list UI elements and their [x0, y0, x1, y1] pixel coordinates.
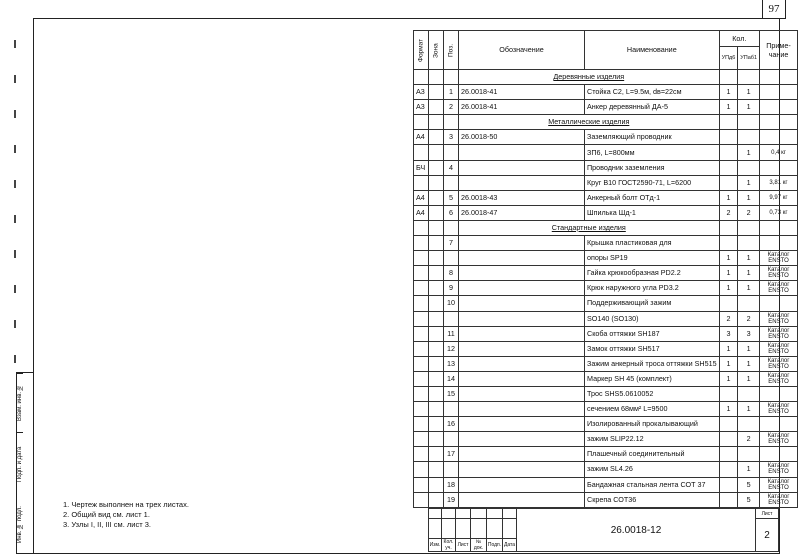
cell-note: 0,73 кг — [760, 205, 798, 220]
cell-note: Каталог ENSTO — [760, 371, 798, 386]
cell-qty-2: 1 — [738, 100, 760, 115]
cell-zone — [429, 175, 444, 190]
cell-position — [444, 402, 459, 417]
cell-note: 3,81 кг — [760, 175, 798, 190]
cell-note: Каталог ENSTO — [760, 477, 798, 492]
cell-qty-2 — [738, 417, 760, 432]
cell-format — [414, 447, 429, 462]
cell-name: Замок оттяжки SH517 — [585, 341, 720, 356]
cell-name: Заземляющий проводник — [585, 130, 720, 145]
cell-name: Плашечный соединительный — [585, 447, 720, 462]
header-qty-sub2: УПаб1 — [738, 47, 760, 70]
spec-row — [414, 236, 798, 251]
cell-name: Стойка С2, L=9.5м, dв=22см — [585, 85, 720, 100]
section-title: Деревянные изделия — [459, 70, 720, 85]
spec-row — [414, 417, 798, 432]
cell-position: 8 — [444, 266, 459, 281]
header-zone: Зона — [429, 31, 444, 70]
strip-inv-number: Инв. № подл. — [17, 506, 23, 544]
cell-qty-2 — [738, 447, 760, 462]
specification-table — [413, 30, 798, 508]
cell-position: 9 — [444, 281, 459, 296]
cell-zone — [429, 326, 444, 341]
note-3: 3. Узлы I, II, III см. лист 3. — [63, 520, 151, 529]
cell-qty-1: 3 — [719, 326, 738, 341]
cell-qty-2: 1 — [738, 266, 760, 281]
cell-zone — [429, 386, 444, 401]
cell-designation — [459, 447, 585, 462]
cell-qty-1: 1 — [719, 341, 738, 356]
header-designation: Обозначение — [459, 31, 585, 70]
cell-designation — [459, 462, 585, 477]
spec-row — [414, 100, 798, 115]
stamp-col-sign: Подп. — [487, 539, 503, 552]
section-title: Металлические изделия — [459, 115, 720, 130]
cell-qty-2: 1 — [738, 190, 760, 205]
cell-zone — [429, 447, 444, 462]
cell-designation — [459, 311, 585, 326]
cell-name: Трос SHS5.0610052 — [585, 386, 720, 401]
cell-designation — [459, 160, 585, 175]
spec-row — [414, 356, 798, 371]
cell-position: 10 — [444, 296, 459, 311]
cell-designation — [459, 326, 585, 341]
cell-format — [414, 251, 429, 266]
cell-position: 19 — [444, 492, 459, 507]
cell-zone — [429, 266, 444, 281]
cell-note — [760, 160, 798, 175]
cell-designation — [459, 251, 585, 266]
stamp-col-qty: Кол. уч. — [442, 539, 456, 552]
cell-qty-1: 1 — [719, 266, 738, 281]
spec-row — [414, 205, 798, 220]
cell-name: Проводник заземления — [585, 160, 720, 175]
cell-zone — [429, 160, 444, 175]
cell-qty-1: 1 — [719, 190, 738, 205]
cell-format — [414, 266, 429, 281]
cell-qty-1 — [719, 160, 738, 175]
cell-note — [760, 447, 798, 462]
spec-row — [414, 371, 798, 386]
spec-row — [414, 432, 798, 447]
spec-row — [414, 130, 798, 145]
cell-position — [444, 175, 459, 190]
cell-qty-2: 1 — [738, 251, 760, 266]
cell-format — [414, 417, 429, 432]
cell-format — [414, 326, 429, 341]
cell-designation — [459, 175, 585, 190]
cell-format — [414, 477, 429, 492]
cell-zone — [429, 100, 444, 115]
header-note: Приме- чание — [760, 31, 798, 70]
cell-zone — [429, 417, 444, 432]
document-code: 26.0018-12 — [517, 509, 756, 552]
cell-position: 7 — [444, 236, 459, 251]
cell-position: 3 — [444, 130, 459, 145]
cell-name: зажим SL4.26 — [585, 462, 720, 477]
cell-position — [444, 432, 459, 447]
cell-zone — [429, 432, 444, 447]
sheet-label: Лист — [756, 509, 779, 519]
cell-qty-1: 1 — [719, 356, 738, 371]
cell-name: Изолированный прокалывающий — [585, 417, 720, 432]
cell-qty-1 — [719, 236, 738, 251]
cell-note — [760, 85, 798, 100]
cell-position — [444, 462, 459, 477]
cell-position: 13 — [444, 356, 459, 371]
cell-qty-1: 1 — [719, 100, 738, 115]
cell-qty-2: 1 — [738, 175, 760, 190]
cell-note — [760, 236, 798, 251]
spec-row — [414, 160, 798, 175]
cell-position: 18 — [444, 477, 459, 492]
spec-row — [414, 296, 798, 311]
cell-qty-2 — [738, 236, 760, 251]
cell-qty-2: 1 — [738, 145, 760, 160]
stamp-col-sheet: Лист — [456, 539, 471, 552]
spec-row — [414, 341, 798, 356]
spec-row — [414, 447, 798, 462]
cell-name: опоры SP19 — [585, 251, 720, 266]
spec-row — [414, 85, 798, 100]
cell-designation — [459, 402, 585, 417]
cell-format: А3 — [414, 100, 429, 115]
spec-row — [414, 281, 798, 296]
cell-qty-2: 1 — [738, 462, 760, 477]
cell-name: Скоба оттяжки SH187 — [585, 326, 720, 341]
cell-designation — [459, 386, 585, 401]
cell-qty-1: 2 — [719, 205, 738, 220]
cell-zone — [429, 251, 444, 266]
cell-format: А3 — [414, 85, 429, 100]
cell-zone — [429, 462, 444, 477]
cell-designation — [459, 417, 585, 432]
cell-format — [414, 402, 429, 417]
cell-note: Каталог ENSTO — [760, 462, 798, 477]
cell-name: Бандажная стальная лента СОТ 37 — [585, 477, 720, 492]
note-2: 2. Общий вид см. лист 1. — [63, 510, 150, 519]
left-title-strip — [16, 372, 34, 554]
spec-row — [414, 326, 798, 341]
cell-qty-1 — [719, 145, 738, 160]
cell-qty-2: 1 — [738, 356, 760, 371]
header-name: Наименование — [585, 31, 720, 70]
drawing-notes — [63, 500, 189, 530]
cell-name: сечением 68мм² L=9500 — [585, 402, 720, 417]
header-qty-sub1: УПд6 — [719, 47, 738, 70]
cell-designation — [459, 371, 585, 386]
cell-format — [414, 356, 429, 371]
cell-note: Каталог ENSTO — [760, 311, 798, 326]
cell-qty-2: 2 — [738, 205, 760, 220]
cell-note: Каталог ENSTO — [760, 341, 798, 356]
spec-row — [414, 145, 798, 160]
cell-qty-1 — [719, 296, 738, 311]
spec-row — [414, 386, 798, 401]
cell-name: Гайка крюкообразная PD2.2 — [585, 266, 720, 281]
cell-qty-1: 1 — [719, 251, 738, 266]
cell-note — [760, 296, 798, 311]
cell-zone — [429, 205, 444, 220]
cell-qty-1: 1 — [719, 402, 738, 417]
cell-qty-2: 1 — [738, 341, 760, 356]
cell-zone — [429, 402, 444, 417]
cell-format — [414, 386, 429, 401]
cell-note: Каталог ENSTO — [760, 356, 798, 371]
cell-qty-2: 2 — [738, 432, 760, 447]
spec-row — [414, 492, 798, 507]
cell-designation — [459, 281, 585, 296]
cell-qty-1: 1 — [719, 85, 738, 100]
cell-zone — [429, 356, 444, 371]
section-row — [414, 70, 798, 85]
cell-qty-2: 5 — [738, 477, 760, 492]
stamp-col-date: Дата — [503, 539, 517, 552]
cell-zone — [429, 492, 444, 507]
cell-designation — [459, 477, 585, 492]
cell-note: Каталог ENSTO — [760, 326, 798, 341]
cell-position: 17 — [444, 447, 459, 462]
cell-name: Анкер деревянный ДА-5 — [585, 100, 720, 115]
cell-format — [414, 236, 429, 251]
cell-zone — [429, 341, 444, 356]
cell-note — [760, 386, 798, 401]
cell-name: Скрепа СОТ36 — [585, 492, 720, 507]
header-format: Формат — [414, 31, 429, 70]
cell-format: А4 — [414, 130, 429, 145]
cell-name: SO140 (SO130) — [585, 311, 720, 326]
cell-qty-2: 1 — [738, 281, 760, 296]
spec-row — [414, 477, 798, 492]
cell-qty-1 — [719, 447, 738, 462]
cell-format — [414, 492, 429, 507]
cell-format — [414, 432, 429, 447]
cell-format — [414, 175, 429, 190]
cell-format — [414, 281, 429, 296]
cell-format — [414, 462, 429, 477]
cell-qty-1: 1 — [719, 281, 738, 296]
cell-format: А4 — [414, 190, 429, 205]
cell-qty-2: 1 — [738, 371, 760, 386]
cell-position: 14 — [444, 371, 459, 386]
cell-format — [414, 341, 429, 356]
cell-qty-1 — [719, 175, 738, 190]
cell-position: 12 — [444, 341, 459, 356]
cell-position — [444, 145, 459, 160]
cell-note — [760, 100, 798, 115]
cell-qty-1 — [719, 417, 738, 432]
cell-designation: 26.0018-41 — [459, 85, 585, 100]
cell-position: 2 — [444, 100, 459, 115]
cell-zone — [429, 281, 444, 296]
cell-format: БЧ — [414, 160, 429, 175]
cell-note: 9,97 кг — [760, 190, 798, 205]
section-title: Стандартные изделия — [459, 220, 720, 235]
cell-format — [414, 311, 429, 326]
spec-row — [414, 175, 798, 190]
strip-signature-date: Подп. и дата — [17, 432, 23, 496]
cell-qty-1 — [719, 130, 738, 145]
cell-name: Маркер SH 45 (комплект) — [585, 371, 720, 386]
cell-position — [444, 251, 459, 266]
cell-note: Каталог ENSTO — [760, 432, 798, 447]
cell-note: Каталог ENSTO — [760, 251, 798, 266]
cell-qty-2 — [738, 160, 760, 175]
cell-zone — [429, 130, 444, 145]
cell-note: Каталог ENSTO — [760, 492, 798, 507]
spec-row — [414, 266, 798, 281]
cell-zone — [429, 85, 444, 100]
cell-qty-1 — [719, 462, 738, 477]
cell-qty-2: 3 — [738, 326, 760, 341]
strip-replacement-inv: Взам. инв. № — [17, 373, 23, 432]
cell-note: Каталог ENSTO — [760, 266, 798, 281]
cell-position: 16 — [444, 417, 459, 432]
stamp-col-doc: № док. — [471, 539, 487, 552]
cell-name: Крышка пластиковая для — [585, 236, 720, 251]
cell-qty-1 — [719, 492, 738, 507]
cell-position: 11 — [444, 326, 459, 341]
cell-name: Крюк наружного угла PD3.2 — [585, 281, 720, 296]
cell-note: Каталог ENSTO — [760, 402, 798, 417]
cell-zone — [429, 190, 444, 205]
cell-name: Круг В10 ГОСТ2590-71, L=6200 — [585, 175, 720, 190]
cell-name: ЗП6, L=800мм — [585, 145, 720, 160]
cell-note — [760, 130, 798, 145]
page-number: 97 — [762, 0, 786, 19]
sheet-number: 2 — [756, 519, 779, 552]
cell-note — [760, 417, 798, 432]
cell-name: Зажим анкерный троса оттяжки SH515 — [585, 356, 720, 371]
cell-designation — [459, 356, 585, 371]
cell-format — [414, 296, 429, 311]
cell-zone — [429, 311, 444, 326]
header-pos: Поз. — [444, 31, 459, 70]
cell-qty-1: 2 — [719, 311, 738, 326]
cell-qty-2 — [738, 296, 760, 311]
cell-position: 4 — [444, 160, 459, 175]
cell-name: Поддерживающий зажим — [585, 296, 720, 311]
cell-name: Анкерный болт ОТд-1 — [585, 190, 720, 205]
cell-designation — [459, 492, 585, 507]
cell-position: 5 — [444, 190, 459, 205]
spec-row — [414, 251, 798, 266]
cell-zone — [429, 236, 444, 251]
cell-qty-2: 5 — [738, 492, 760, 507]
cell-designation: 26.0018-43 — [459, 190, 585, 205]
cell-qty-2: 1 — [738, 85, 760, 100]
cell-position: 6 — [444, 205, 459, 220]
cell-note: Каталог ENSTO — [760, 281, 798, 296]
cell-position: 1 — [444, 85, 459, 100]
cell-designation — [459, 296, 585, 311]
cell-designation — [459, 236, 585, 251]
spec-row — [414, 462, 798, 477]
section-row — [414, 220, 798, 235]
cell-qty-2: 2 — [738, 311, 760, 326]
cell-qty-2: 1 — [738, 402, 760, 417]
cell-qty-1 — [719, 432, 738, 447]
cell-designation — [459, 432, 585, 447]
cell-designation: 26.0018-50 — [459, 130, 585, 145]
cell-designation — [459, 145, 585, 160]
cell-format: А4 — [414, 205, 429, 220]
cell-qty-1: 1 — [719, 371, 738, 386]
cell-note: 0,4 кг — [760, 145, 798, 160]
cell-format — [414, 371, 429, 386]
cell-designation: 26.0018-47 — [459, 205, 585, 220]
cell-designation — [459, 341, 585, 356]
cell-zone — [429, 477, 444, 492]
cell-position — [444, 311, 459, 326]
section-row — [414, 115, 798, 130]
cell-qty-2 — [738, 130, 760, 145]
cell-format — [414, 145, 429, 160]
cell-qty-1 — [719, 386, 738, 401]
stamp-col-rev: Изм. — [429, 539, 442, 552]
cell-name: зажим SLIP22.12 — [585, 432, 720, 447]
cell-designation: 26.0018-41 — [459, 100, 585, 115]
title-block — [428, 508, 779, 552]
cell-zone — [429, 145, 444, 160]
spec-row — [414, 311, 798, 326]
cell-zone — [429, 296, 444, 311]
spec-row — [414, 190, 798, 205]
cell-zone — [429, 371, 444, 386]
header-row — [414, 31, 798, 47]
spec-row — [414, 402, 798, 417]
cell-designation — [459, 266, 585, 281]
cell-name: Шпилька Шд-1 — [585, 205, 720, 220]
cell-position: 15 — [444, 386, 459, 401]
cell-qty-2 — [738, 386, 760, 401]
cell-qty-1 — [719, 477, 738, 492]
header-qty: Кол. — [719, 31, 759, 47]
note-1: 1. Чертеж выполнен на трех листах. — [63, 500, 189, 509]
